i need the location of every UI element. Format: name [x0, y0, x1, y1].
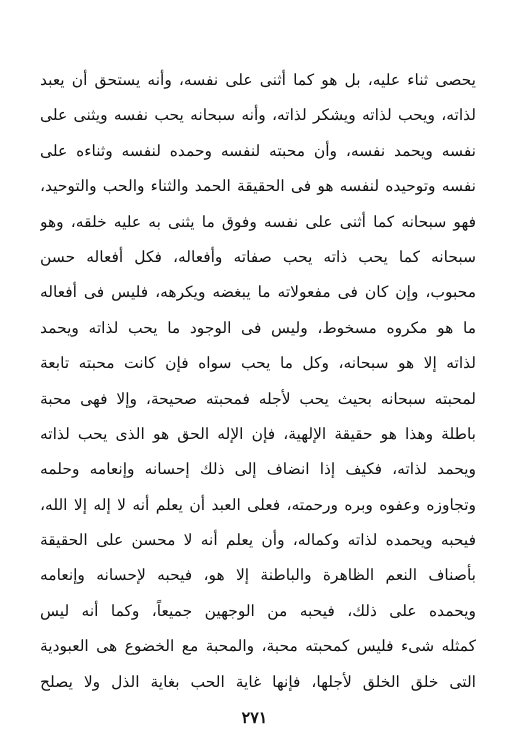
text-line: ما هو مكروه مسخوط، وليس فى الوجود ما يحب لذاته ويحمد: [40, 318, 476, 337]
text-line: نفسه وتوحيده لنفسه هو فى الحقيقة الحمد والثناء والحب والتوحيد،: [40, 177, 476, 196]
text-line: يحصى ثناء عليه، بل هو كما أثنى على نفسه، وأنه يستحق أن يعبد: [40, 71, 476, 89]
text-line: لذاته إلا هو سبحانه، وكل ما يحب سواه فإن كانت محبته تابعة: [40, 354, 476, 373]
text-line: بأصناف النعم الظاهرة والباطنة إلا هو، فيحبه لإحسانه وإنعامه: [40, 566, 476, 585]
page-number: ٢٧١: [241, 708, 268, 727]
text-line: فيحبه ويحمده لذاته وكماله، وأن يعلم أنه لا محسن على الحقيقة: [40, 531, 476, 550]
text-line: ويحمده على ذلك، فيحبه من الوجهين جميعاً، وكما أنه ليس: [40, 601, 476, 620]
text-line: التى خلق الخلق لأجلها، فإنها غاية الحب بغاية الذل ولا يصلح: [40, 672, 476, 691]
body-text: [40, 63, 476, 700]
text-line: لذاته، ويحب لذاته ويشكر لذاته، وأنه سبحانه يحب نفسه ويثنى على: [40, 106, 476, 125]
text-line: كمثله شىء فليس كمحبته محبة، والمحبة مع الخضوع هى العبودية: [40, 637, 476, 656]
text-line: فهو سبحانه كما أثنى على نفسه وفوق ما يثنى به عليه خلقه، وهو: [40, 212, 476, 231]
text-line: محبوب، وإن كان فى مفعولاته ما يبغضه ويكرهه، فليس فى أفعاله: [40, 283, 476, 302]
text-line: نفسه ويحمد نفسه، وأن محبته لنفسه وحمده لنفسه وثناءه على: [40, 141, 476, 160]
text-line: سبحانه كما يحب ذاته يحب صفاته وأفعاله، فكل أفعاله حسن: [40, 247, 476, 266]
text-line: باطلة وهذا هو حقيقة الإلهية، فإن الإله الحق هو الذى يحب لذاته: [40, 424, 476, 443]
text-line: ويحمد لذاته، فكيف إذا انضاف إلى ذلك إحسانه وإنعامه وحلمه: [40, 460, 476, 479]
text-line: لمحبته سبحانه بحيث يحب لأجله فمحبته صحيحة، وإلا فهى محبة: [40, 389, 476, 408]
text-line: وتجاوزه وعفوه وبره ورحمته، فعلى العبد أن يعلم أنه لا إله إلا الله،: [40, 495, 476, 514]
